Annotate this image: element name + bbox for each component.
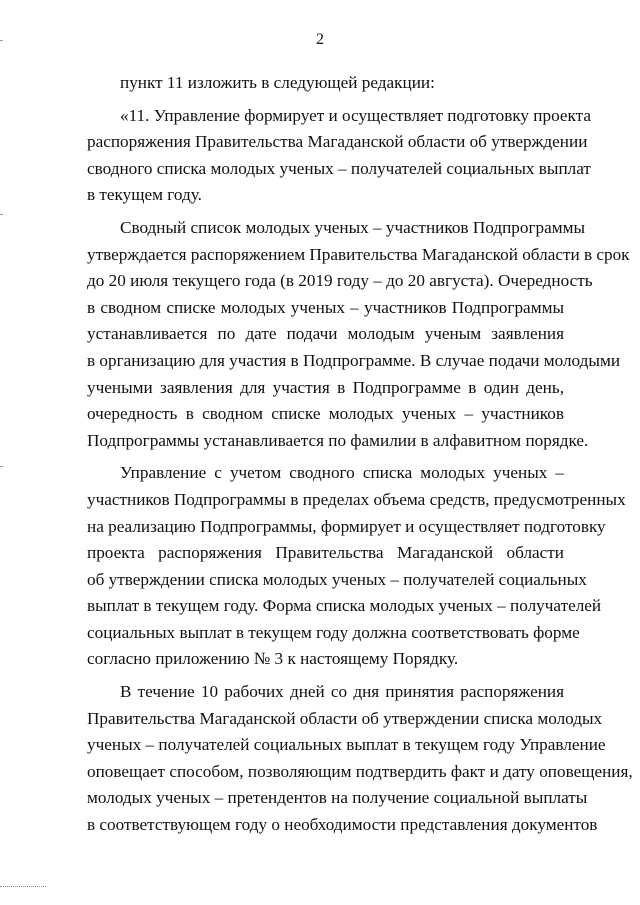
text-line: до 20 июля текущего года (в 2019 году – до 20 августа). Очередность — [87, 271, 593, 291]
paragraph — [87, 460, 626, 673]
text-line: об утверждении списка молодых ученых – получателей социальных — [87, 569, 587, 589]
text-line: очередность в сводном списке молодых ученых – участников — [87, 404, 564, 424]
text-line: сводного списка молодых ученых – получателей социальных выплат — [87, 158, 591, 178]
text-line: в текущем году. — [87, 185, 202, 205]
paragraph — [87, 215, 630, 454]
text-line: в сводном списке молодых ученых – участников Подпрограммы — [87, 297, 564, 317]
text-line: Сводный список молодых ученых – участников Подпрограммы — [120, 217, 586, 237]
text-line: учеными заявления для участия в Подпрограмме в один день, — [87, 377, 564, 397]
text-line: «11. Управление формирует и осуществляет подготовку проекта — [120, 105, 592, 125]
text-line: Подпрограммы устанавливается по фамилии в алфавитном порядке. — [87, 430, 589, 450]
document-body — [87, 70, 633, 839]
text-line: пункт 11 изложить в следующей редакции: — [120, 73, 435, 92]
text-line: распоряжения Правительства Магаданской области об утверждении — [87, 132, 588, 152]
text-line: на реализацию Подпрограммы, формирует и осуществляет подготовку — [87, 516, 606, 536]
text-line: участников Подпрограммы в пределах объема средств, предусмотренных — [87, 489, 626, 509]
scan-margin-mark — [0, 214, 3, 215]
text-line: проекта распоряжения Правительства Магаданской области — [87, 543, 564, 563]
text-line: в организацию для участия в Подпрограмме. В случае подачи молодыми — [87, 350, 621, 370]
text-line: социальных выплат в текущем году должна соответствовать форме — [87, 622, 580, 642]
paragraph — [87, 679, 633, 839]
paragraph — [87, 70, 564, 97]
paragraph — [87, 103, 592, 209]
scan-margin-mark — [0, 466, 3, 467]
text-line: В течение 10 рабочих дней со дня принятия распоряжения — [120, 682, 564, 702]
page-number: 2 — [316, 31, 324, 48]
scan-margin-mark — [0, 40, 3, 41]
text-line: выплат в текущем году. Форма списка молодых ученых – получателей — [87, 596, 602, 616]
text-line: оповещает способом, позволяющим подтвердить факт и дату оповещения, — [87, 761, 633, 781]
text-line: утверждается распоряжением Правительства Магаданской области в срок — [87, 244, 630, 264]
text-line: согласно приложению № 3 к настоящему Порядку. — [87, 649, 459, 669]
text-line: молодых ученых – претендентов на получение социальной выплаты — [87, 788, 588, 808]
text-line: Управление с учетом сводного списка молодых ученых – — [120, 463, 564, 483]
text-line: ученых – получателей социальных выплат в текущем году Управление — [87, 735, 606, 755]
text-line: устанавливается по дате подачи молодым ученым заявления — [87, 324, 564, 344]
text-line: в соответствующем году о необходимости представления документов — [87, 815, 598, 835]
text-line: Правительства Магаданской области об утверждении списка молодых — [87, 708, 603, 728]
footer-line — [0, 886, 46, 888]
